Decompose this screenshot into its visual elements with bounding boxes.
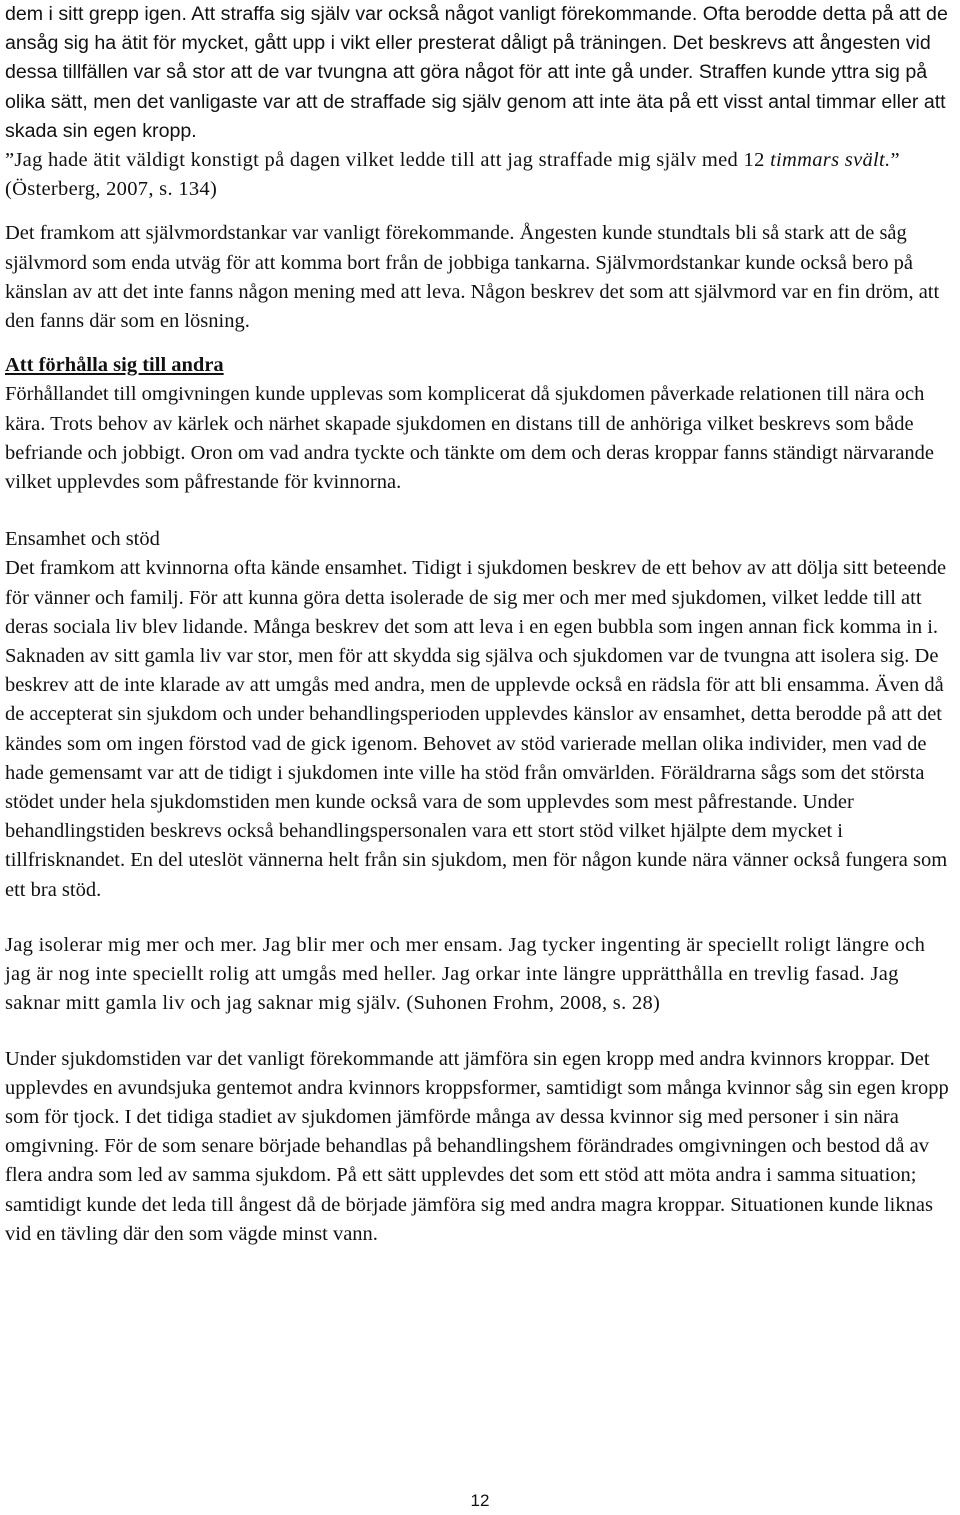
- comparison-paragraph: Under sjukdomstiden var det vanligt förekommande att jämföra sin egen kropp med andra kvinnors kroppar. Det upplevdes en avundsjuka gentemot andra kvinnors kroppsformer, samtidigt som många kvinnor såg sin egen kropp som för tjock. I det tidiga stadiet av sjukdomen jämförde många av dessa kvinnor sig med personer i sin nära omgivning. För de som senare började behandlas på behandlingshem förändrades omgivningen och bestod då av flera andra som led av samma sjukdom. På ett sätt upplevdes det som ett stöd att möta andra i samma situation; samtidigt kunde det leda till ångest då de började jämföra sig med andra magra kroppar. Situationen kunde liknas vid en tävling där den som vägde minst vann.: [5, 1047, 949, 1245]
- document-page: [5, 0, 955, 1249]
- intro-text-part1: dem i sitt grepp igen. Att straffa sig själv var också något vanligt förekommande. Ofta berodde detta på att de ansåg sig ha ätit för mycket, gått upp i vikt eller presterat dåligt på träningen. Det beskrevs att ångesten vid dessa tillfällen var så stor att de var tvungna att göra något för att inte gå under.: [5, 3, 948, 84]
- quote-osterberg-text: ”Jag hade ätit väldigt konstigt på dagen vilket ledde till att jag straffade mig själv med 12: [5, 149, 771, 172]
- subsection-paragraph: Det framkom att kvinnorna ofta kände ensamhet. Tidigt i sjukdomen beskrev de ett behov av att dölja sitt beteende för vänner och familj. För att kunna göra detta isolerade de sig mer och mer med sjukdomen, vilket ledde till att deras sociala liv blev lidande. Många beskrev det som att leva i en egen bubbla som ingen annan fick komma in i. Saknaden av sitt gamla liv var stor, men för att skydda sig själva och sjukdomen var de tvungna att isolera sig. De beskrev att de inte klarade av att umgås med andra, men de upplevde också en rädsla för att bli ensamma. Även då de accepterat sin sjukdom och under behandlingsperioden upplevdes känslor av ensamhet, detta berodde på att det kändes som om ingen förstod vad de gick igenom. Behovet av stöd varierade mellan olika individer, men vad de hade gemensamt var att de tidigt i sjukdomen inte ville ha stöd från omvärlden. Föräldrarna sågs som det största stödet under hela sjukdomstiden men kunde också vara de som upplevdes som mest påfrestande. Under behandlingstiden beskrevs också behandlingspersonalen vara ett stort stöd vilket hjälpte dem mycket i tillfrisknandet. En del uteslöt vännerna helt från sin sjukdom, men för någon kunde nära vänner också fungera som ett bra stöd.: [5, 557, 948, 901]
- intro-paragraph: [5, 0, 955, 146]
- page-number: 12: [470, 1491, 490, 1510]
- subsection-heading: Ensamhet och stöd: [5, 528, 160, 551]
- quote-osterberg-citation: ” (Österberg, 2007, s. 134): [5, 149, 900, 201]
- quote-suhonen: Jag isolerar mig mer och mer. Jag blir mer och mer ensam. Jag tycker ingenting är speciellt roligt längre och jag är nog inte speciellt rolig att umgås med heller. Jag orkar inte längre upprätthålla en trevlig fasad. Jag saknar mitt gamla liv och jag saknar mig själv. (Suhonen Frohm, 2008, s. 28): [5, 933, 926, 1015]
- quote-osterberg-italic: timmars svält.: [770, 149, 891, 172]
- suicide-thoughts-paragraph: Det framkom att självmordstankar var vanligt förekommande. Ångesten kunde stundtals bli så stark att de såg självmord som enda utväg för att komma bort från de jobbiga tankarna. Självmordstankar kunde också bero på känslan av att det inte fanns någon mening med att leva. Någon beskrev det som att självmord var en fin dröm, att den fanns där som en lösning.: [5, 222, 940, 333]
- section-paragraph: Förhållandet till omgivningen kunde upplevas som komplicerat då sjukdomen påverkade relationen till nära och kära. Trots behov av kärlek och närhet skapade sjukdomen en distans till de anhöriga vilket beskrevs som både befriande och jobbigt. Oron om vad andra tyckte och tänkte om dem och deras kroppar fanns ständigt närvarande vilket upplevdes som påfrestande för kvinnorna.: [5, 383, 935, 494]
- quote-osterberg: [5, 146, 955, 204]
- section-heading: Att förhålla sig till andra: [5, 354, 224, 377]
- intro-text-part2: Straffen kunde yttra sig på olika sätt, men det vanligaste var att de straffade sig själv genom att inte äta på ett visst antal timmar eller att skada sin egen kropp.: [5, 61, 946, 142]
